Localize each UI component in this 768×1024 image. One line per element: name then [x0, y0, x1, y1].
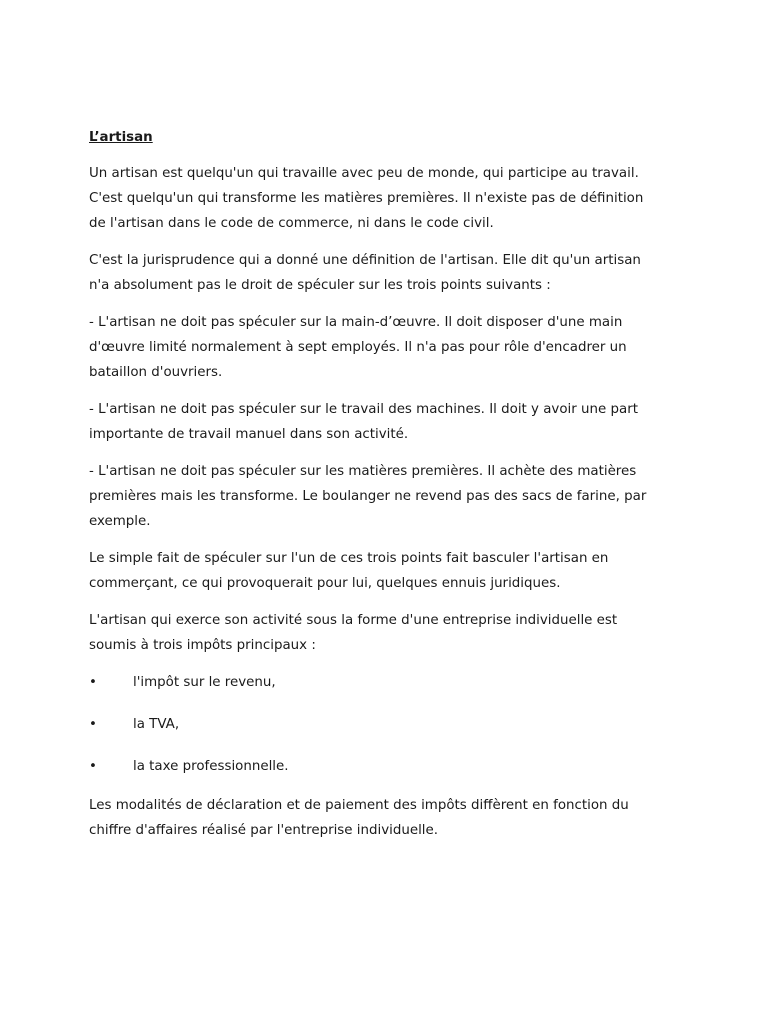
list-item: [89, 754, 689, 779]
text-line: bataillon d'ouvriers.: [89, 365, 223, 380]
document-title: L’artisan: [89, 130, 153, 145]
text-line: Le simple fait de spéculer sur l'un de ces trois points fait basculer l'artisan en: [89, 551, 609, 566]
paragraph-definition: [89, 161, 689, 236]
text-line: importante de travail manuel dans son activité.: [89, 427, 409, 442]
paragraph-point-labour: [89, 310, 689, 385]
paragraph-point-materials: [89, 459, 689, 534]
text-line: - L'artisan ne doit pas spéculer sur les matières premières. Il achète des matières: [89, 464, 637, 479]
text-line: n'a absolument pas le droit de spéculer sur les trois points suivants :: [89, 278, 551, 293]
text-line: - L'artisan ne doit pas spéculer sur le travail des machines. Il doit y avoir une part: [89, 402, 638, 417]
text-line: Un artisan est quelqu'un qui travaille avec peu de monde, qui participe au travail.: [89, 166, 639, 181]
text-line: chiffre d'affaires réalisé par l'entreprise individuelle.: [89, 823, 439, 838]
paragraph-jurisprudence: [89, 248, 689, 298]
tax-list: [89, 670, 689, 779]
text-line: - L'artisan ne doit pas spéculer sur la main-d’œuvre. Il doit disposer d'une main: [89, 315, 623, 330]
text-line: exemple.: [89, 514, 151, 529]
text-line: premières mais les transforme. Le boulanger ne revend pas des sacs de farine, par: [89, 489, 647, 504]
list-item: [89, 712, 689, 737]
list-item-text: la taxe professionnelle.: [133, 759, 289, 774]
bullet-icon: •: [89, 759, 97, 774]
list-item: [89, 670, 689, 695]
text-line: Les modalités de déclaration et de paiement des impôts diffèrent en fonction du: [89, 798, 629, 813]
paragraph-closing: [89, 793, 689, 843]
list-item-text: l'impôt sur le revenu,: [133, 675, 276, 690]
bullet-icon: •: [89, 675, 97, 690]
text-line: de l'artisan dans le code de commerce, ni dans le code civil.: [89, 216, 494, 231]
paragraph-consequence: [89, 546, 689, 596]
document-body: [89, 126, 689, 855]
list-item-text: la TVA,: [133, 717, 180, 732]
text-line: C'est quelqu'un qui transforme les matières premières. Il n'existe pas de définition: [89, 191, 644, 206]
bullet-icon: •: [89, 717, 97, 732]
paragraph-taxes-intro: [89, 608, 689, 658]
text-line: commerçant, ce qui provoquerait pour lui, quelques ennuis juridiques.: [89, 576, 561, 591]
paragraph-point-machines: [89, 397, 689, 447]
text-line: d'œuvre limité normalement à sept employés. Il n'a pas pour rôle d'encadrer un: [89, 340, 627, 355]
text-line: soumis à trois impôts principaux :: [89, 638, 316, 653]
text-line: L'artisan qui exerce son activité sous la forme d'une entreprise individuelle est: [89, 613, 618, 628]
text-line: C'est la jurisprudence qui a donné une définition de l'artisan. Elle dit qu'un artisan: [89, 253, 641, 268]
